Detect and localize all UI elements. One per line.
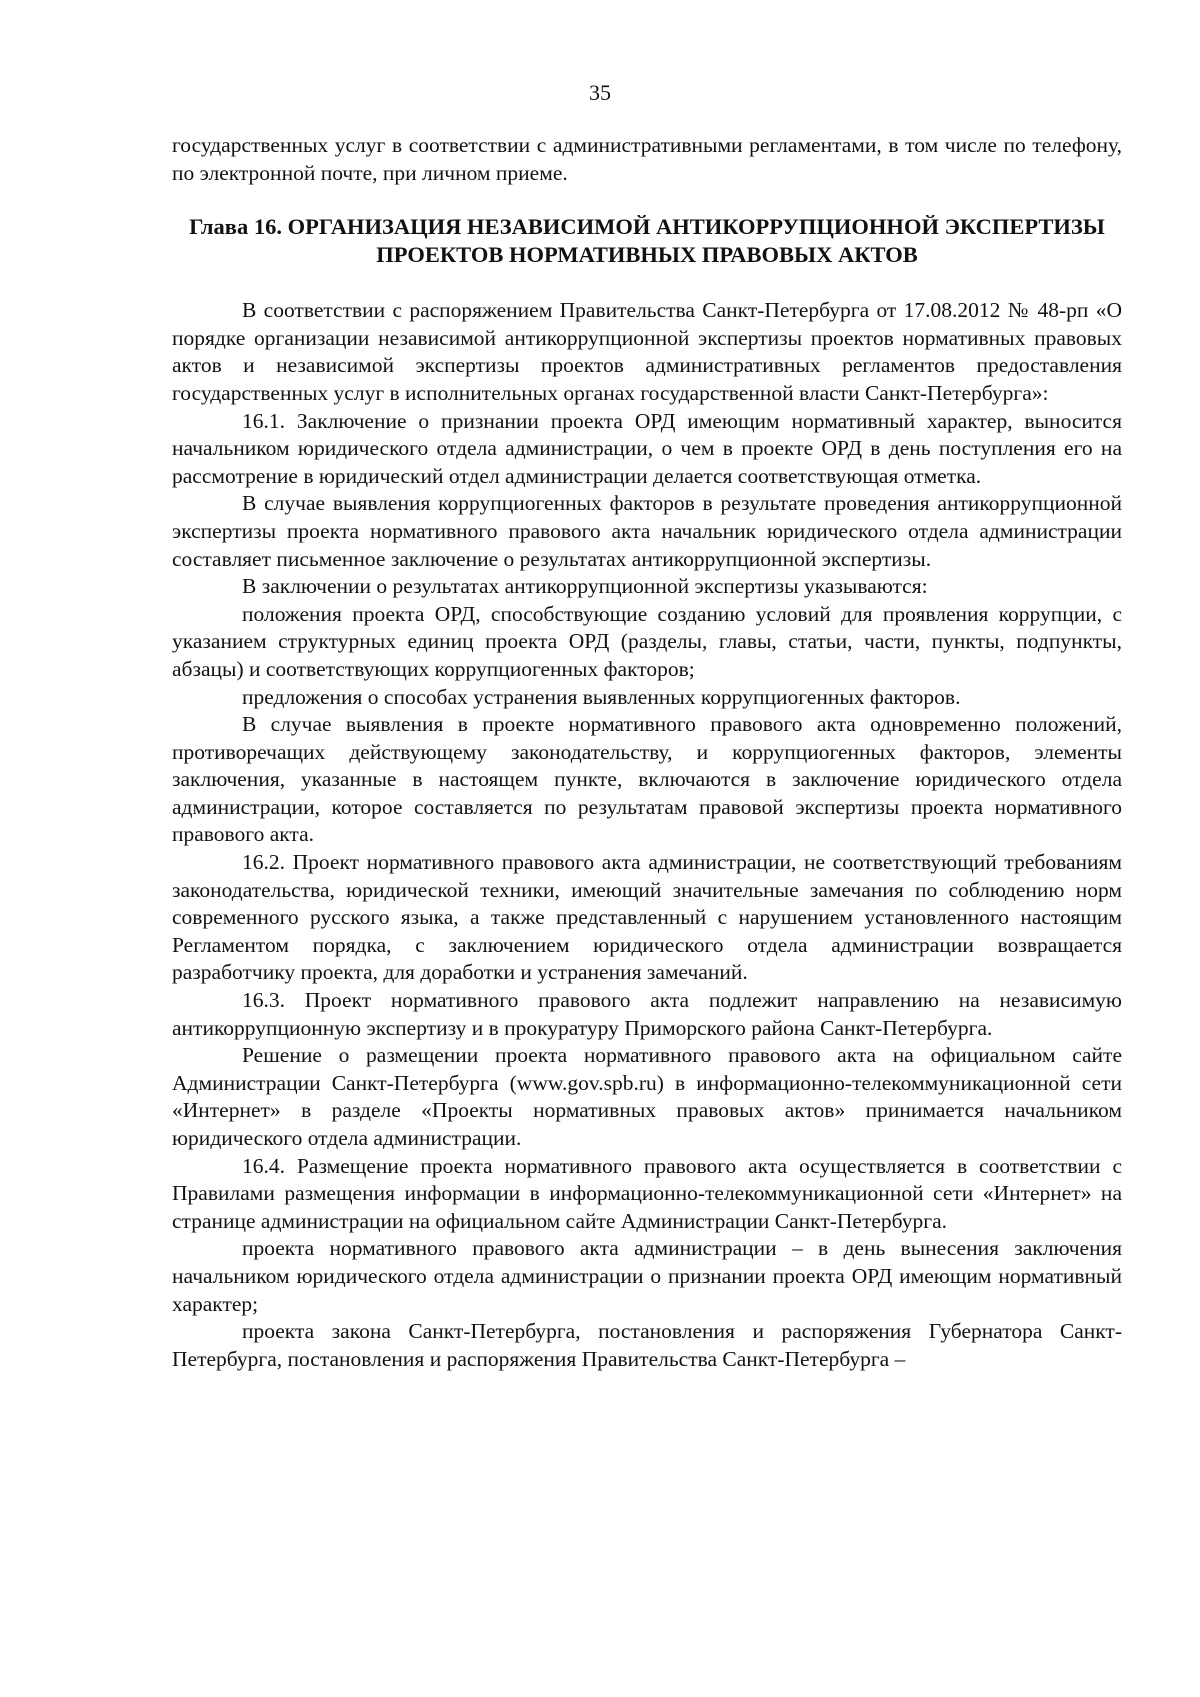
paragraph: предложения о способах устранения выявленных коррупциогенных факторов. — [242, 684, 961, 709]
paragraph: положения проекта ОРД, способствующие созданию условий для проявления коррупции, с указанием структурных единиц проекта ОРД (разделы, главы, статьи, части, пункты, подпункты, абзацы) и соответствующих коррупциогенных факторов; — [172, 601, 1122, 681]
page-number: 35 — [589, 80, 611, 105]
paragraph: 16.2. Проект нормативного правового акта администрации, не соответствующий требованиям законодательства, юридической техники, имеющий значительные замечания по соблюдению норм современного русского языка, а также представленный с нарушением установленного настоящим Регламентом порядка, с заключением юридического отдела администрации возвращается разработчику проекта, для доработки и устранения замечаний. — [172, 850, 1122, 985]
intro-paragraph: государственных услуг в соответствии с административными регламентами, в том числе по телефону, по электронной почте, при личном приеме. — [172, 133, 1122, 185]
paragraph: 16.4. Размещение проекта нормативного правового акта осуществляется в соответствии с Правилами размещения информации в информационно-телекоммуникационной сети «Интернет» на странице администрации на официальном сайте Администрации Санкт-Петербурга. — [172, 1153, 1122, 1233]
paragraph: 16.3. Проект нормативного правового акта подлежит направлению на независимую антикоррупционную экспертизу и в прокуратуру Приморского района Санкт-Петербурга. — [172, 988, 1122, 1040]
paragraph: 16.1. Заключение о признании проекта ОРД имеющим нормативный характер, выносится начальником юридического отдела администрации, о чем в проекте ОРД в день поступления его на рассмотрение в юридический отдел администрации делается соответствующая отметка. — [172, 408, 1122, 488]
paragraph: Решение о размещении проекта нормативного правового акта на официальном сайте Администрации Санкт-Петербурга (www.gov.spb.ru) в информационно-телекоммуникационной сети «Интернет» в разделе «Проекты нормативных правовых актов» принимается начальником юридического отдела администрации. — [172, 1043, 1122, 1150]
chapter-title: Глава 16. ОРГАНИЗАЦИЯ НЕЗАВИСИМОЙ АНТИКОРРУПЦИОННОЙ ЭКСПЕРТИЗЫ ПРОЕКТОВ НОРМАТИВНЫХ ПРАВОВЫХ АКТОВ — [189, 214, 1105, 268]
paragraph: В случае выявления коррупциогенных факторов в результате проведения антикоррупционной экспертизы проекта нормативного правового акта начальник юридического отдела администрации составляет письменное заключение о результатах антикоррупционной экспертизы. — [172, 491, 1122, 571]
paragraph: проекта закона Санкт-Петербурга, постановления и распоряжения Губернатора Санкт-Петербурга, постановления и распоряжения Правительства Санкт-Петербурга – — [172, 1319, 1122, 1371]
paragraph: В соответствии с распоряжением Правительства Санкт-Петербурга от 17.08.2012 № 48-рп «О порядке организации независимой антикоррупционной экспертизы проектов нормативных правовых актов и независимой экспертизы проектов административных регламентов предоставления государственных услуг в исполнительных органах государственной власти Санкт-Петербурга»: — [172, 298, 1122, 405]
document-body — [172, 132, 1122, 1373]
paragraph: В заключении о результатах антикоррупционной экспертизы указываются: — [242, 574, 928, 599]
paragraph: В случае выявления в проекте нормативного правового акта одновременно положений, противоречащих действующему законодательству, и коррупциогенных факторов, элементы заключения, указанные в настоящем пункте, включаются в заключение юридического отдела администрации, которое составляется по результатам правовой экспертизы проекта нормативного правового акта. — [172, 712, 1122, 847]
paragraph: проекта нормативного правового акта администрации – в день вынесения заключения начальником юридического отдела администрации о признании проекта ОРД имеющим нормативный характер; — [172, 1236, 1122, 1316]
